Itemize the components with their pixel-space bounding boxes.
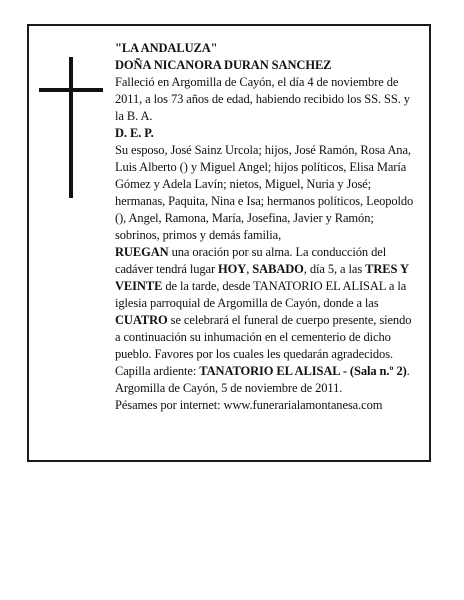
obituary-text bbox=[115, 40, 417, 414]
funeral-home-name: "LA ANDALUZA" bbox=[115, 41, 218, 55]
condolences-line: Pésames por internet: www.funerarialamontanesa.com bbox=[115, 398, 383, 412]
cross-icon-bar bbox=[39, 88, 103, 92]
ruegan-label: RUEGAN bbox=[115, 245, 169, 259]
rip-line: D. E. P. bbox=[115, 126, 154, 140]
hoy-label: HOY bbox=[218, 262, 247, 276]
funeral-time: CUATRO bbox=[115, 313, 168, 327]
date-line: Argomilla de Cayón, 5 de noviembre de 2011. bbox=[115, 381, 343, 395]
cross-icon bbox=[69, 57, 73, 198]
service-details bbox=[115, 244, 417, 363]
comma-text: , bbox=[246, 262, 253, 276]
request-text-4: se celebrará el funeral de cuerpo presente, siendo a continuación su inhumación en el cementerio de dicho pueblo. Favores por los cuales les quedarán agradecidos. bbox=[115, 313, 412, 361]
chapel-end: . bbox=[406, 364, 410, 378]
obituary-card bbox=[27, 24, 431, 462]
request-text-2: , día 5, a las bbox=[303, 262, 366, 276]
family-list: Su esposo, José Sainz Urcola; hijos, José Ramón, Rosa Ana, Luis Alberto () y Miguel Angel; hijos políticos, Elisa María Gómez y Adela Lavín; nietos, Miguel, Nuria y José; hermanas, Paquita, Nina e Isa; hermanos políticos, Leopoldo (), Angel, Ramona, María, Josefina, Javier y Ramón; sobrinos, primos y demás familia, bbox=[115, 143, 414, 242]
deceased-name: DOÑA NICANORA DURAN SANCHEZ bbox=[115, 58, 332, 72]
service-time: TRES Y VEINTE bbox=[115, 262, 409, 293]
chapel-line bbox=[115, 363, 417, 380]
chapel-label: Capilla ardiente: bbox=[115, 364, 200, 378]
request-text-1: una oración por su alma. La conducción del cadáver tendrá lugar bbox=[115, 245, 387, 276]
sabado-label: SABADO bbox=[252, 262, 304, 276]
death-notice: Falleció en Argomilla de Cayón, el día 4 de noviembre de 2011, a los 73 años de edad, habiendo recibido los SS. SS. y la B. A. bbox=[115, 75, 410, 123]
request-text-3: de la tarde, desde TANATORIO EL ALISAL a la iglesia parroquial de Argomilla de Cayón, donde a las bbox=[115, 279, 407, 310]
chapel-value: TANATORIO EL ALISAL - (Sala n.º 2) bbox=[199, 364, 407, 378]
